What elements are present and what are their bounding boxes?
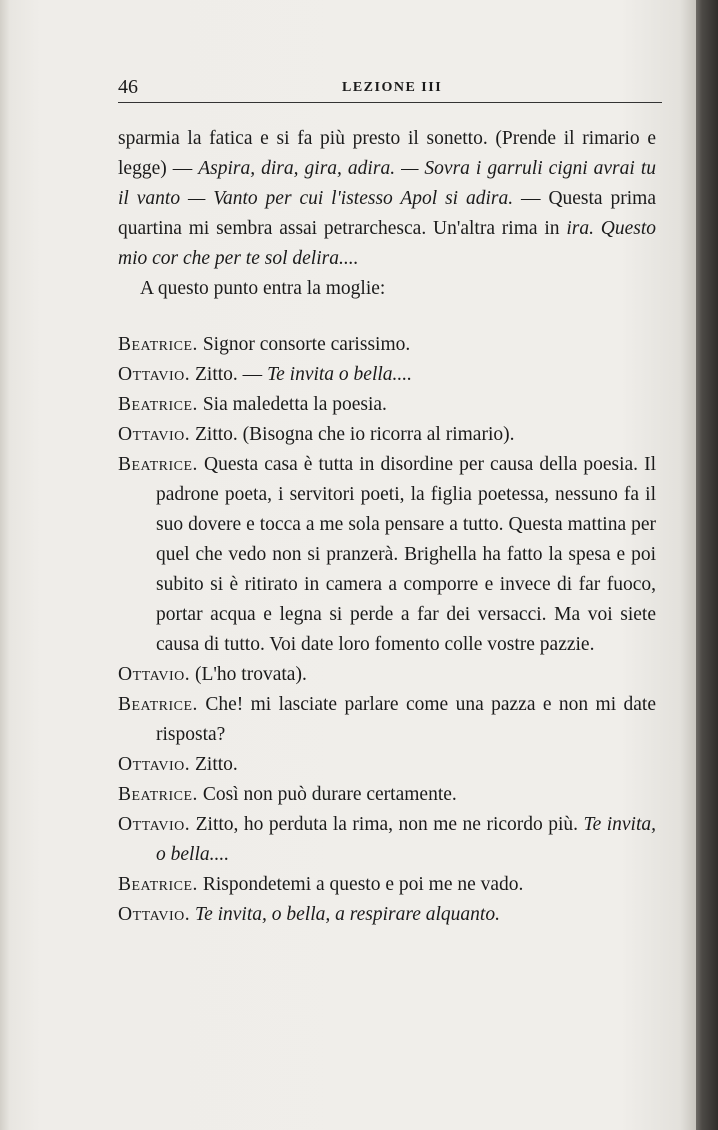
dialogue-line [118, 450, 656, 660]
book-binding-edge [696, 0, 718, 1130]
italic-verse: Te invita, o bella, a respirare alquanto. [195, 904, 500, 925]
text-run: (L'ho trovata). [195, 664, 307, 685]
speaker-name: Ottavio. [118, 664, 191, 685]
speaker-name: Beatrice. [118, 784, 198, 805]
dialogue-line [118, 420, 656, 450]
text-run: Signor consorte carissimo. [202, 334, 411, 355]
dialogue-line [118, 360, 656, 390]
page-header [118, 76, 662, 103]
speaker-name: Ottavio. [118, 754, 191, 775]
speaker-name: Beatrice. [118, 454, 198, 475]
dialogue-line [118, 660, 656, 690]
page-number: 46 [118, 76, 138, 98]
dialogue [118, 330, 656, 930]
text-run: Così non può durare certamente. [202, 784, 457, 805]
text-run: Zitto, ho perduta la rima, non me ne ricordo più. [195, 814, 584, 835]
text-run: Zitto. (Bisogna che io ricorra al rimario). [195, 424, 515, 445]
dialogue-line [118, 810, 656, 870]
italic-verse: Aspira, dira, gira, adira. — Sovra i garruli cigni avrai tu il vanto — Vanto per cui l'istesso Apol si adira. [118, 158, 656, 209]
text-run: Rispondetemi a questo e poi me ne vado. [202, 874, 524, 895]
stage-direction: A questo punto entra la moglie: [140, 278, 386, 299]
dialogue-line [118, 780, 656, 810]
text-run: Zitto. [195, 754, 238, 775]
dialogue-line [118, 900, 656, 930]
dialogue-line [118, 390, 656, 420]
text-run: Sia maledetta la poesia. [202, 394, 387, 415]
dialogue-line [118, 870, 656, 900]
dialogue-line [118, 750, 656, 780]
italic-verse: Te invita, o bella.... [156, 814, 657, 865]
text-run: Che! mi lasciate parlare come una pazza e non mi date risposta? [156, 694, 656, 745]
text-run: sparmia la fatica e si fa più presto il sonetto. (Prende il rimario e legge) — [118, 128, 656, 179]
opening-paragraph [118, 124, 656, 274]
page-body [118, 124, 656, 930]
text-run: — Questa prima quartina mi sembra assai petrarchesca. Un'altra rima in [118, 188, 656, 239]
dialogue-line [118, 330, 656, 360]
running-head: LEZIONE III [342, 80, 443, 95]
italic-verse: ira. Questo mio cor che per te sol delira.... [118, 218, 656, 269]
italic-verse: Te invita o bella.... [267, 364, 413, 385]
text-run: Zitto. — [195, 364, 268, 385]
speaker-name: Ottavio. [118, 364, 191, 385]
speaker-name: Beatrice. [118, 394, 198, 415]
speaker-name: Ottavio. [118, 904, 191, 925]
text-run: Questa casa è tutta in disordine per causa della poesia. Il padrone poeta, i servitori poeti, la figlia poetessa, nessuno fa il suo dovere e tocca a me sola pensare a tutto. Questa mattina per quel che vedo non si pranzerà. Brighella ha fatto la spesa e poi subito si è ritirato in camera a comporre e invece di far fuoco, portar acqua e legna si perde a far dei versacci. Ma voi siete causa di tutto. Voi date loro fomento colle vostre pazzie. [156, 454, 656, 655]
speaker-name: Ottavio. [118, 424, 191, 445]
speaker-name: Beatrice. [118, 874, 198, 895]
speaker-name: Beatrice. [118, 334, 198, 355]
speaker-name: Beatrice. [118, 694, 198, 715]
dialogue-line [118, 690, 656, 750]
speaker-name: Ottavio. [118, 814, 191, 835]
